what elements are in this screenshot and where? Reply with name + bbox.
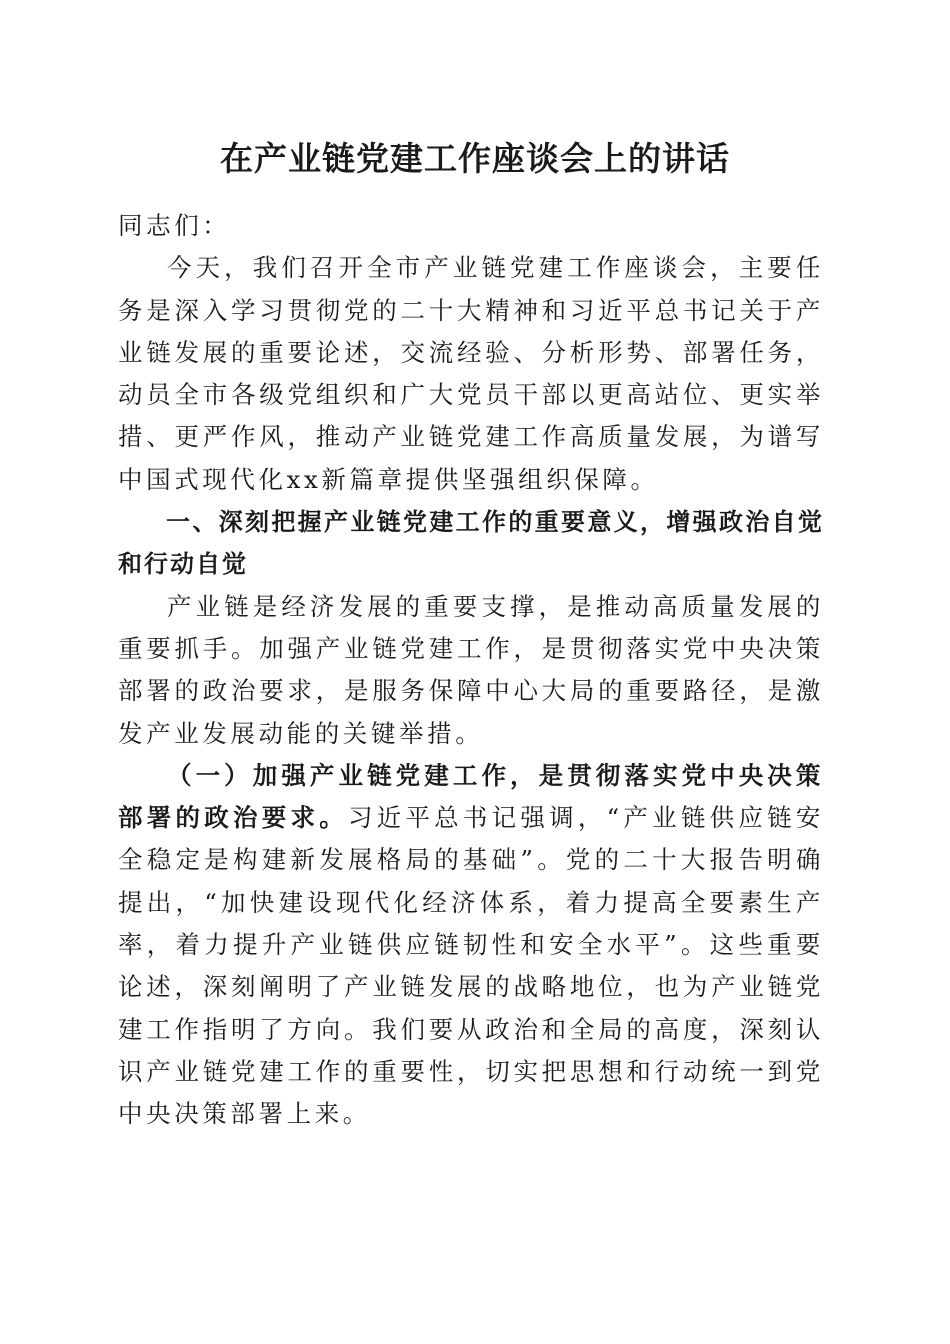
greeting: 同志们： [118, 211, 231, 240]
subsection-1-body: 习近平总书记强调，“产业链供应链安全稳定是构建新发展格局的基础”。党的二十大报告明确提出，“加快建设现代化经济体系，着力提高全要素生产率，着力提升产业链供应链韧性和安全水平”。这些重要论述，深刻阐明了产业链发展的战略地位，也为产业链党建工作指明了方向。我们要从政治和全局的高度，深刻认识产业链党建工作的重要性，切实把思想和行动统一到党中央决策部署上来。 [118, 803, 824, 1129]
section-1-paragraph: 产业链是经济发展的重要支撑，是推动高质量发展的重要抓手。加强产业链党建工作，是贯彻落实党中央决策部署的政治要求，是服务保障中心大局的重要路径，是激发产业发展动能的关键举措。 [118, 591, 824, 748]
document-body [118, 205, 824, 1136]
document-title: 在产业链党建工作座谈会上的讲话 [220, 139, 730, 178]
subsection-1-paragraph [118, 755, 824, 1136]
intro-paragraph: 今天，我们召开全市产业链党建工作座谈会，主要任务是深入学习贯彻党的二十大精神和习近平总书记关于产业链发展的重要论述，交流经验、分析形势、部署任务，动员全市各级党组织和广大党员干部以更高站位、更实举措、更严作风，推动产业链党建工作高质量发展，为谱写中国式现代化xx新篇章提供坚强组织保障。 [118, 253, 824, 494]
section-1-heading: 一、深刻把握产业链党建工作的重要意义，增强政治自觉和行动自觉 [118, 508, 824, 579]
subsection-1-heading: （一）加强产业链党建工作，是贯彻落实党中央决策部署的政治要求。 [118, 760, 824, 833]
